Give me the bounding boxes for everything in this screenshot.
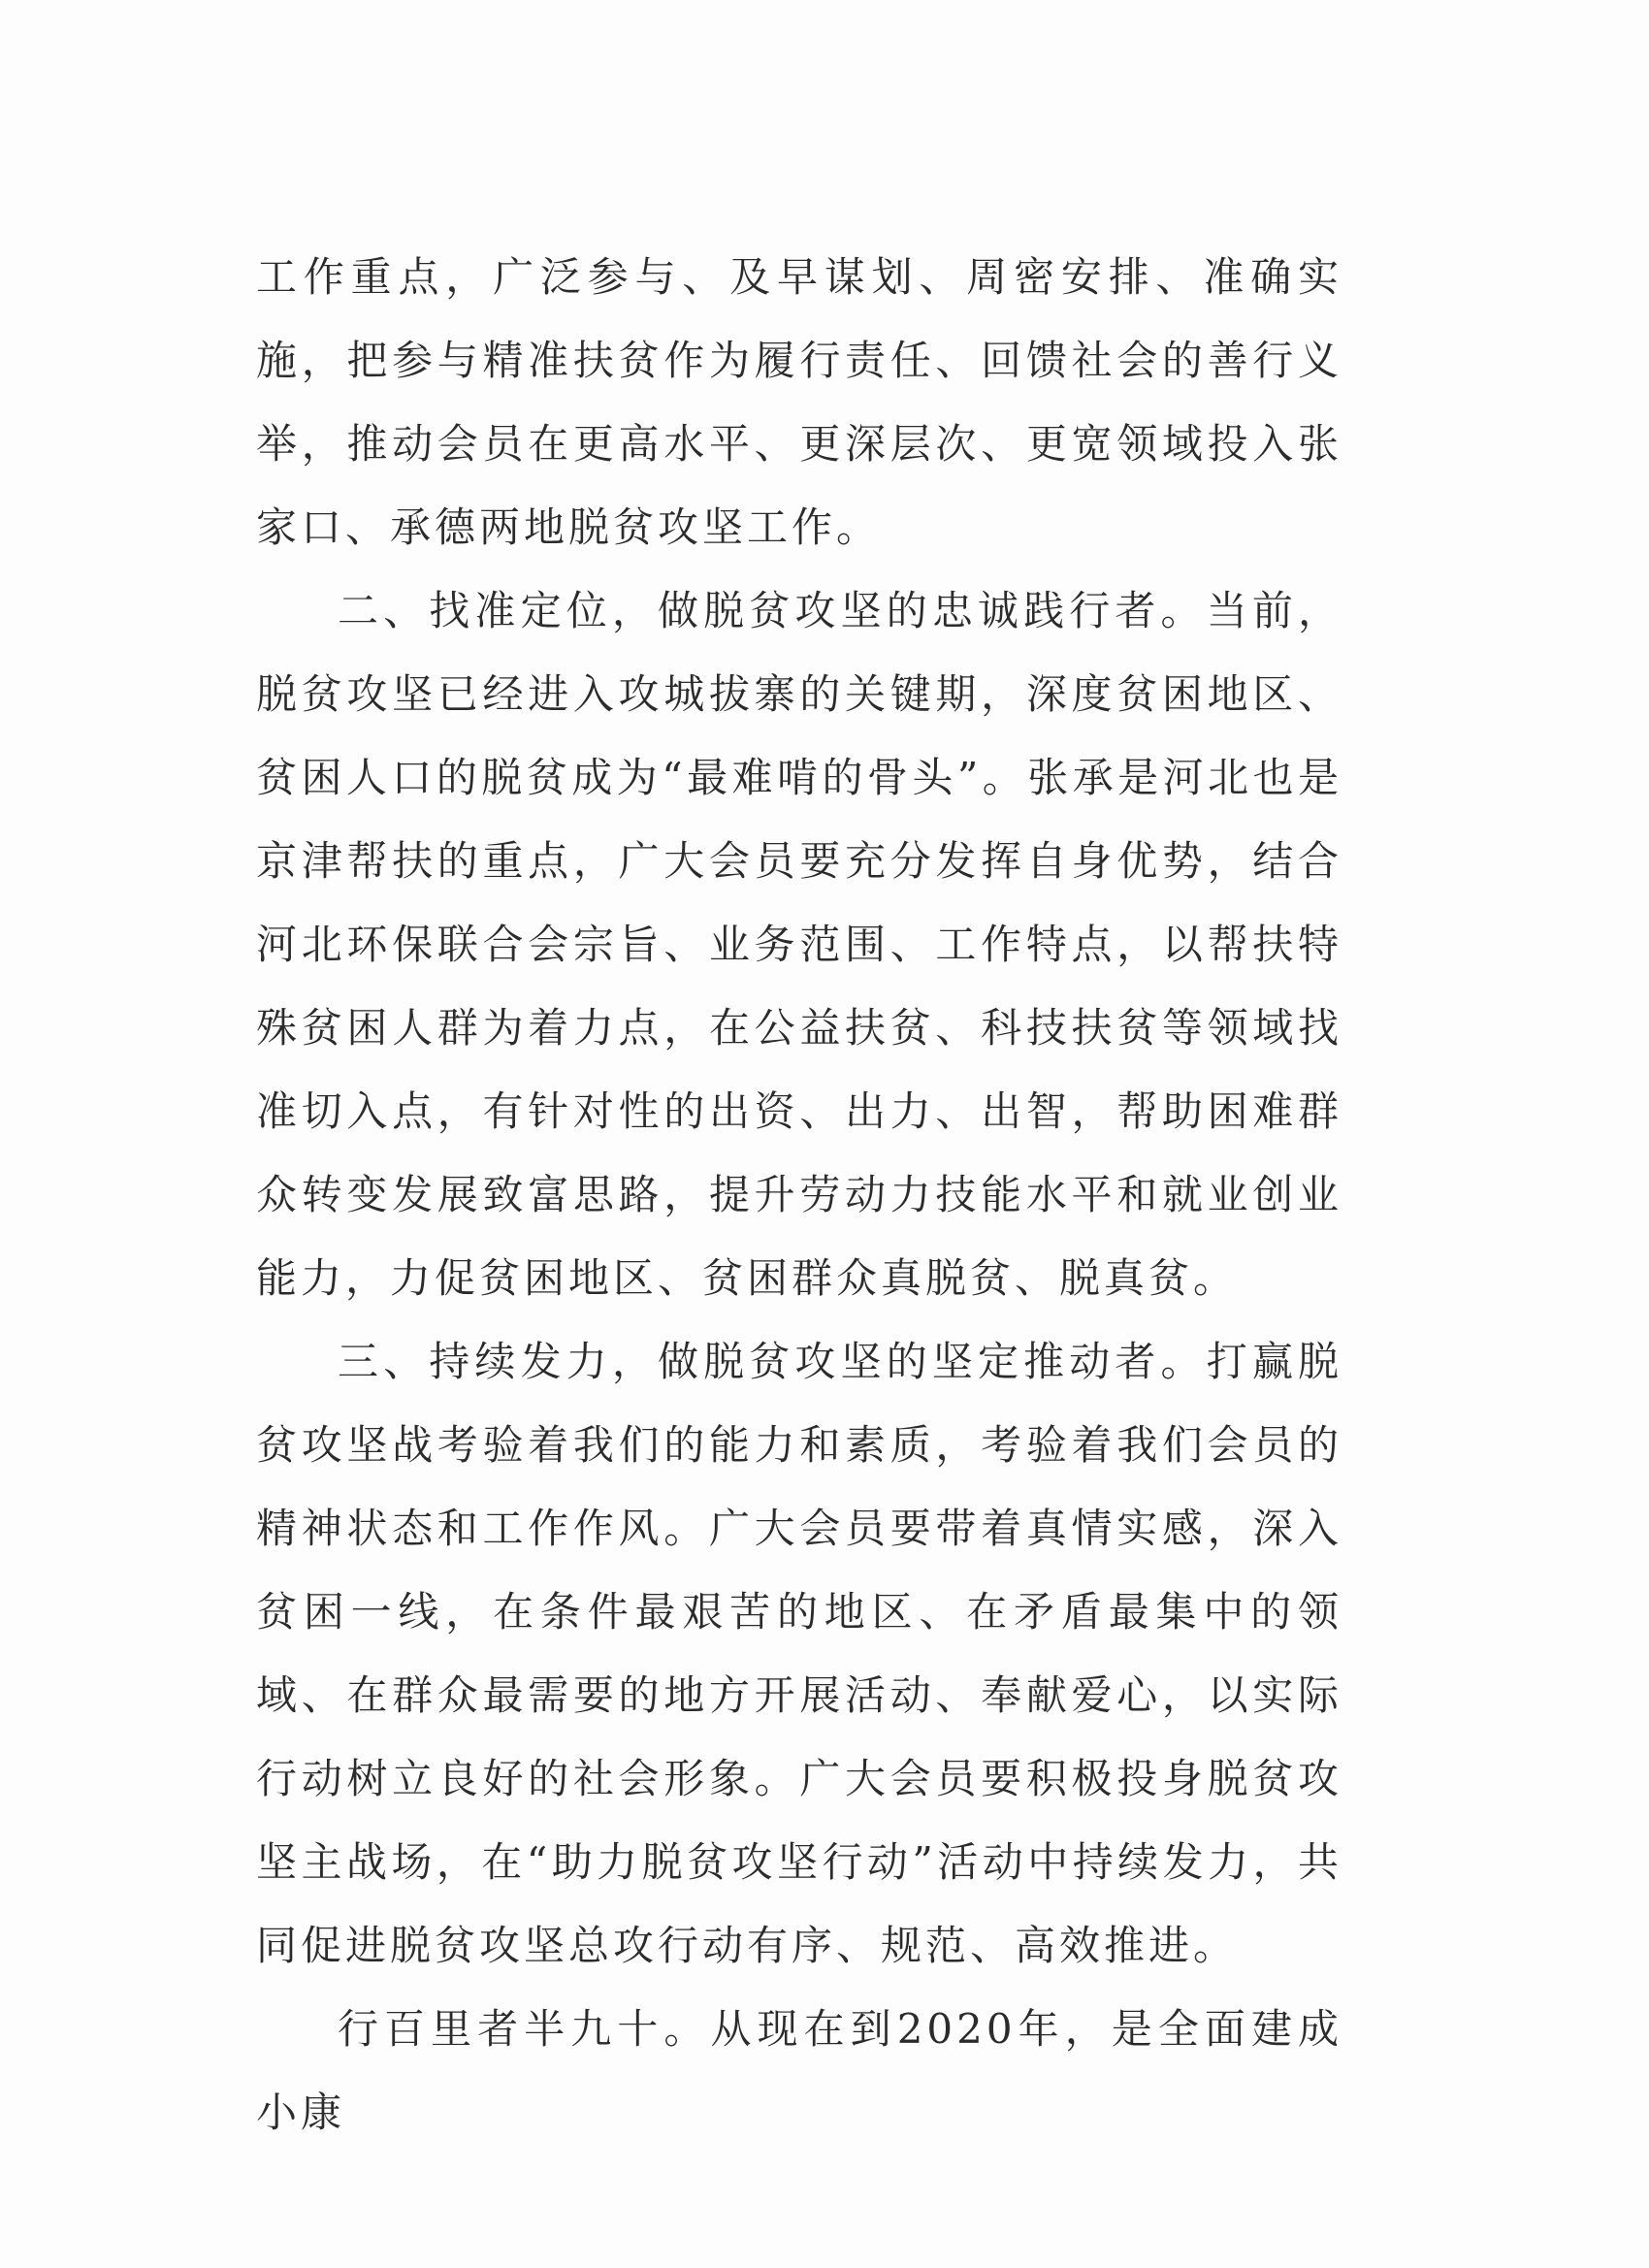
paragraph-section-three: 三、持续发力，做脱贫攻坚的坚定推动者。打赢脱贫攻坚战考验着我们的能力和素质，考验着我们会员的精神状态和工作作风。广大会员要带着真情实感，深入贫困一线，在条件最艰苦的地区、在矛盾最集中的领域、在群众最需要的地方开展活动、奉献爱心，以实际行动树立良好的社会形象。广大会员要积极投身脱贫攻坚主战场，在“助力脱贫攻坚行动”活动中持续发力，共同促进脱贫攻坚总攻行动有序、规范、高效推进。 xyxy=(256,1338,1342,1969)
paragraph-closing: 行百里者半九十。从现在到2020年，是全面建成小康 xyxy=(256,2005,1342,2136)
paragraph-section-two: 二、找准定位，做脱贫攻坚的忠诚践行者。当前，脱贫攻坚已经进入攻城拔寨的关键期，深度贫困地区、贫困人口的脱贫成为“最难啃的骨头”。张承是河北也是京津帮扶的重点，广大会员要充分发挥自身优势，结合河北环保联合会宗旨、业务范围、工作特点，以帮扶特殊贫困人群为着力点，在公益扶贫、科技扶贫等领域找准切入点，有针对性的出资、出力、出智，帮助困难群众转变发展致富思路，提升劳动力技能水平和就业创业能力，力促贫困地区、贫困群众真脱贫、脱真贫。 xyxy=(256,587,1342,1302)
paragraph-continuation: 工作重点，广泛参与、及早谋划、周密安排、准确实施，把参与精准扶贫作为履行责任、回馈社会的善行义举，推动会员在更高水平、更深层次、更宽领域投入张家口、承德两地脱贫攻坚工作。 xyxy=(256,253,1342,551)
body-text xyxy=(256,236,1342,2155)
